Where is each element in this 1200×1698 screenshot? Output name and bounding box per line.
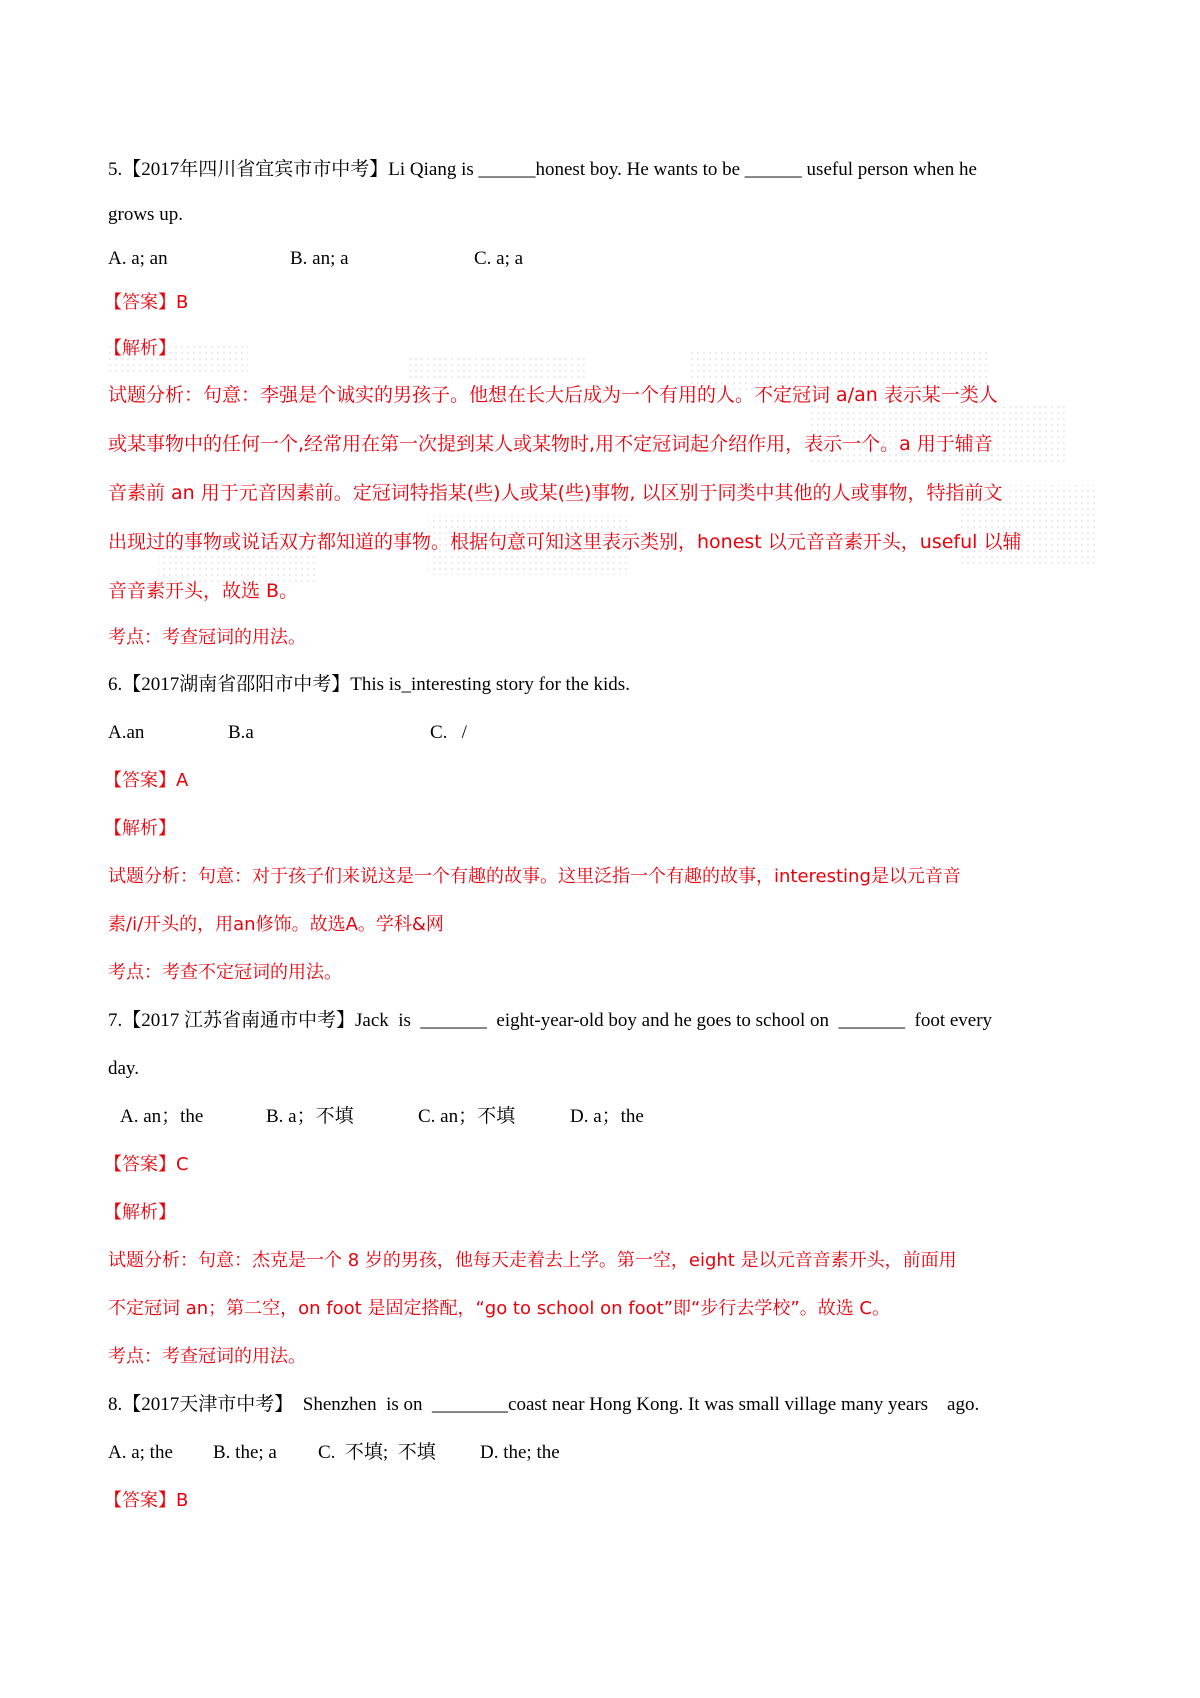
q5-options [108, 247, 1008, 271]
q7-test-point: 考点：考查冠词的用法。 [108, 1346, 306, 1367]
q7-option-d: D. a；the [570, 1106, 644, 1127]
q5-stem-line1: 5.【2017年四川省宜宾市市中考】Li Qiang is ______honest boy. He wants to be ______ useful person when he [108, 159, 977, 180]
q7-option-b: B. a；不填 [266, 1106, 354, 1127]
q5-answer: 【答案】B [104, 292, 189, 313]
q6-option-c: C. / [430, 722, 467, 743]
q5-option-c: C. a; a [474, 248, 524, 269]
q6-test-point: 考点：考查不定冠词的用法。 [108, 962, 342, 983]
q5-analysis-heading: 【解析】 [104, 338, 176, 359]
q7-options [108, 1105, 1008, 1129]
q5-option-b: B. an; a [290, 248, 349, 269]
q5-analysis-line2: 或某事物中的任何一个,经常用在第一次提到某人或某物时,用不定冠词起介绍作用，表示一个。a 用于辅音 [108, 433, 993, 455]
q8-option-a: A. a; the [108, 1442, 173, 1463]
q6-analysis-heading: 【解析】 [104, 818, 176, 839]
q6-option-a: A.an [108, 722, 145, 743]
q8-options [108, 1441, 1008, 1465]
q6-options [108, 721, 1008, 745]
q7-option-a: A. an；the [120, 1106, 204, 1127]
q5-stem-line2: grows up. [108, 204, 183, 225]
q5-option-a: A. a; an [108, 248, 168, 269]
q7-analysis-line2: 不定冠词 an；第二空，on foot 是固定搭配，“go to school on foot”即“步行去学校”。故选 C。 [108, 1298, 890, 1319]
q5-analysis-line5: 音音素开头，故选 B。 [108, 580, 299, 602]
q5-analysis-line3: 音素前 an 用于元音因素前。定冠词特指某(些)人或某(些)事物, 以区别于同类中其他的人或事物，特指前文 [108, 482, 1003, 504]
q5-test-point: 考点：考查冠词的用法。 [108, 627, 306, 648]
q8-answer: 【答案】B [104, 1490, 189, 1511]
q6-analysis-line2: 素/i/开头的，用an修饰。故选A。学科&网 [108, 914, 444, 935]
q7-option-c: C. an；不填 [418, 1106, 516, 1127]
q6-stem: 6.【2017湖南省邵阳市中考】This is_interesting story for the kids. [108, 674, 630, 695]
q6-option-b: B.a [228, 722, 254, 743]
q6-analysis-line1: 试题分析：句意：对于孩子们来说这是一个有趣的故事。这里泛指一个有趣的故事，interesting是以元音音 [108, 866, 961, 887]
q5-analysis-line1: 试题分析：句意：李强是个诚实的男孩子。他想在长大后成为一个有用的人。不定冠词 a/an 表示某一类人 [108, 384, 998, 406]
q8-option-d: D. the; the [480, 1442, 560, 1463]
q6-answer: 【答案】A [104, 770, 189, 791]
q7-stem-line2: day. [108, 1058, 139, 1079]
q5-analysis-line4: 出现过的事物或说话双方都知道的事物。根据句意可知这里表示类别，honest 以元音音素开头，useful 以辅 [108, 531, 1022, 553]
q7-analysis-line1: 试题分析：句意：杰克是一个 8 岁的男孩，他每天走着去上学。第一空，eight 是以元音音素开头，前面用 [108, 1250, 957, 1271]
q7-stem-line1: 7.【2017 江苏省南通市中考】Jack is _______ eight-year-old boy and he goes to school on _______ foot every [108, 1010, 993, 1031]
q8-option-c: C. 不填; 不填 [318, 1442, 436, 1463]
q7-analysis-heading: 【解析】 [104, 1202, 176, 1223]
q7-answer: 【答案】C [104, 1154, 189, 1175]
q8-stem: 8.【2017天津市中考】 Shenzhen is on ________coast near Hong Kong. It was small village many years ago. [108, 1394, 980, 1415]
q8-option-b: B. the; a [213, 1442, 277, 1463]
